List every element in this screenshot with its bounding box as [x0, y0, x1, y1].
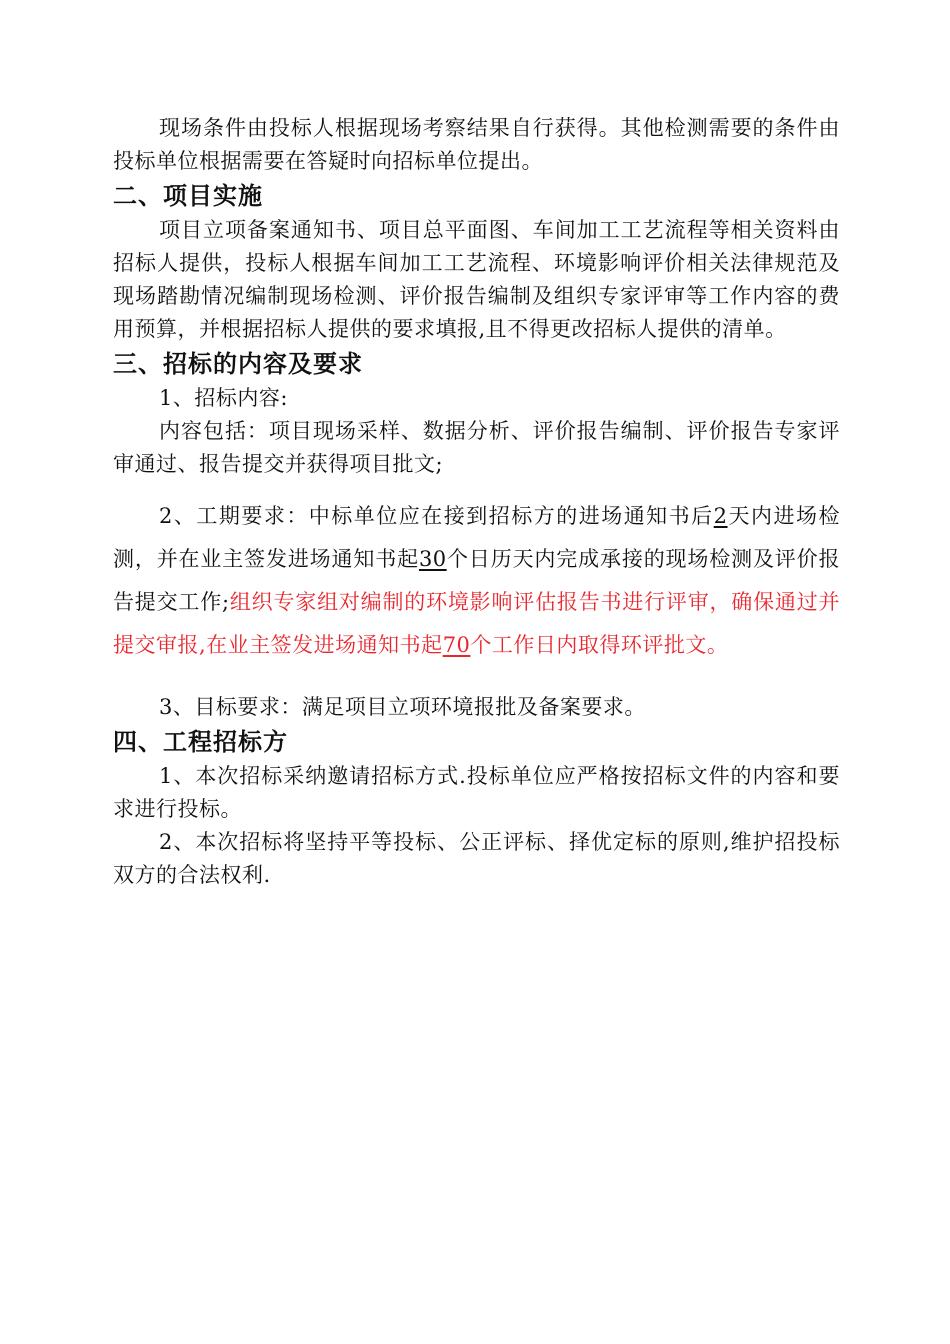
paragraph-site-conditions: 现场条件由投标人根据现场考察结果自行获得。其他检测需要的条件由投标单位根据需要在答疑时向招标单位提出。: [113, 116, 840, 173]
schedule-red-days: 70: [442, 633, 471, 657]
heading-bid-content: 三、招标的内容及要求: [113, 350, 363, 378]
schedule-days-entry: 2: [713, 504, 728, 528]
paragraph-implementation: 项目立项备案通知书、项目总平面图、车间加工工艺流程等相关资料由招标人提供，投标人根据车间加工工艺流程、环境影响评价相关法律规范及现场踏勘情况编制现场检测、评价报告编制及组织专家评审等工作内容的费用预算，并根据招标人提供的要求填报,且不得更改招标人提供的清单。: [113, 218, 840, 341]
paragraph-bid-content-title: 1、招标内容:: [159, 386, 288, 410]
heading-tendering-party: 四、工程招标方: [113, 728, 288, 756]
paragraph-bid-content: 内容包括：项目现场采样、数据分析、评价报告编制、评价报告专家评审通过、报告提交并获得项目批文;: [113, 419, 840, 476]
paragraph-tender-method: 1、本次招标采纳邀请招标方式.投标单位应严格按招标文件的内容和要求进行投标。: [113, 764, 840, 821]
schedule-text-b: 天内进场检测，并在业主签发进场通知书起: [113, 504, 841, 571]
document-page: [113, 112, 840, 892]
paragraph-tender-principles: 2、本次招标将坚持平等投标、公正评标、择优定标的原则,维护招投标双方的合法权利.: [113, 830, 840, 887]
heading-project-implementation: 二、项目实施: [113, 182, 263, 210]
schedule-red-text-b: 个工作日内取得环评批文。: [470, 633, 729, 657]
paragraph-schedule: [113, 495, 840, 667]
schedule-red-text-a: 组织专家组对编制的环境影响评估报告书进行评审，确保通过并提交审报,在业主签发进场通知书起: [113, 590, 840, 657]
paragraph-target: 3、目标要求：满足项目立项环境报批及备案要求。: [159, 695, 646, 719]
schedule-text-a: 2、工期要求：中标单位应在接到招标方的进场通知书后: [159, 504, 714, 528]
schedule-days-calendar: 30: [418, 547, 447, 571]
schedule-text-c: 个日历天内完成承接的现场检测及评价报告提交工作;: [113, 547, 841, 614]
